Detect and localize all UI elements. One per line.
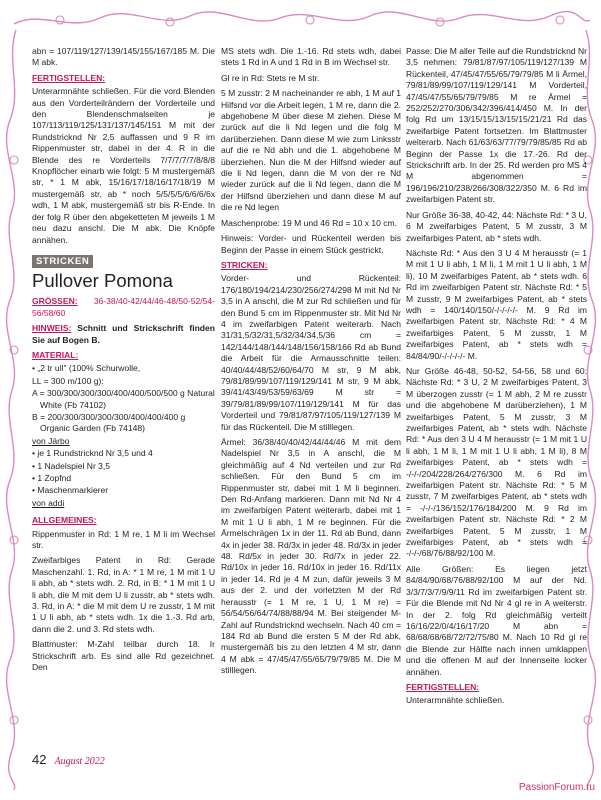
page-number: 42 xyxy=(32,752,47,767)
col2-para: Gl re in Rd: Stets re M str. xyxy=(221,72,320,83)
size-group-1-cont: Nächste Rd: * Aus den 3 U 4 M herausstr (= 1 M mit 1 U li abh, 1 M li, 1 M mit 1 U li abh, 1 M li), 10 M zweifarbiges Patent, ab * stets wdh. 6 Rd im zweifarbigen Patent str. Nächste Rd: * 5 M zusstr, 9 M zweifarbiges Patent, ab * stets wdh = 140/140/150/-/-/-/-/- M. 9 Rd im zweifarbigen Patent str. Nächste Rd: * 4 M zweifarbiges Patent, 5 M zusstr, 1 M zweifarbiges Patent, ab * stets wdh = 84/84/90/-/-/-/-/- M. xyxy=(406,247,587,361)
material-line: von addi xyxy=(32,497,65,508)
material-line: • 1 Zopfnd xyxy=(32,473,72,483)
hinweis xyxy=(32,323,215,346)
page-footer xyxy=(32,752,105,767)
stricken-heading: STRICKEN: xyxy=(221,259,268,270)
material-line: LL = 300 m/100 g): xyxy=(32,375,104,386)
material-line: • 1 Nadelspiel Nr 3,5 xyxy=(32,460,111,471)
sizes-value: 36-38/40-42/44/46-48/50-52/54-56/58/60 xyxy=(32,296,215,318)
material-line: • Maschenmarkierer xyxy=(32,485,109,496)
section-label: STRICKEN xyxy=(32,255,93,268)
document-body xyxy=(32,46,587,746)
vorder-rueckenteil-text: Vorder- und Rückenteil: 176/180/194/214/230/256/274/298 M mit Nd Nr 3,5 in A anschl, die M zur Rd schließen und für den Bund 5 cm im Rippenmuster str. Mit Nd Nr 4 im zweifarbigen Patent weiterarb. Nach 31/31,5/32/31,5/32/34/34,5/36 cm = 142/144/148/144/148/156/158/166 Rd ab Bund die Arbeit für die Armausschnitte teilen: 40/40/44/48/52/60/64/70 M str, 9 M abk, 79/81/89/99/107/119/129/141 M str, 9 M abk, 39/41/43/49/53/59/63/69 M str = 39/79/81/89/99/107/119/129/141 M für das Vorderteil und 79/81/87/97/105/119/127/139 M für das Rückenteil. Die M stilllegen. xyxy=(221,273,401,432)
fertigstellen-text: Unterarmnähte schließen. Für die vord Blenden aus den Vorderteilrändern der Vorderteile und den Blendenschmalseiten je 107/113/119/125/131/137/145/151 M mit der Rundstricknd Nr 2,5 auffassen und 9 R im Rippenmuster str, dabei in der 4. R in die Blende des re Vorderteils 7/7/7/7/7/8/8/8 Knopflöcher einarb wie folgt: 5 M mustergemäß str, * 1 M abk, 15/16/17/18/16/17/18/19 M mustergemäß str, ab * noch 5/5/5/5/6/6/6/6x wdh, 1 M abk, mustergemäß str bis R-Ende. In der folg R über den abgeketteten M jeweils 1 M neu dazu anschl. Die M abk. Die Knöpfe annähen. xyxy=(32,86,215,245)
allgemeines-heading: ALLGEMEINES: xyxy=(32,515,97,526)
watermark: PassionForum.ru xyxy=(518,782,595,793)
size-group-1-text: Nur Größe 36-38, 40-42, 44: Nächste Rd: * 3 U, 6 M zweifarbiges Patent, 5 M zusstr, 3 M zweifarbiges Patent, ab * stets wdh. xyxy=(406,209,587,243)
col2-para: 5 M zusstr: 2 M nacheinander re abh, 1 M auf 1 Hilfsnd vor die Arbeit legen, 1 M re, dann die 2. abgehobene M über diese M ziehen. Diese M zurück auf die li Nd legen und die folg M darüberziehen. Dann diese M wie zum Linksstr auf die re Nd abh und die 1. abgehobene M überziehen. Nun die M der Hilfsnd wieder auf die li Nd legen, dann die M von der re Nd wieder zurück auf die li Nd legen, dann die M der Hilfsnd überziehen und dann diese M auf die re Nd legen xyxy=(221,88,401,213)
fertigstellen-heading-2: FERTIGSTELLEN: xyxy=(406,681,480,692)
material-line: B = 200/300/300/300/300/400/400/400 g Organic Garden (Fb 74148) xyxy=(32,411,186,434)
aermel-text: Ärmel: 36/38/40/40/42/44/44/46 M mit dem Nadelspiel Nr 3,5 in A anschl, die M gleichmäßig auf 4 Nd verteilen und zur Rd schließen. Für den Bund 5 cm im Rippenmuster str, dabei mit 1 M li beginnen. Den Rd-Anfang markieren. Dann mit Nd Nr 4 im zweifarbigen Patent weiterarb, dabei mit 1 M mit 1 U li abh, 1 M re beginnen. Für die Ärmelschrägen 1x in der 11. Rd ab Bund, dann 4x in jeder 38. Rd/3x in jeder 48. Rd/3x in jeder 48. Rd/5x in jeder 30. Rd/7x in jeder 22. Rd/10x in jeder 16. Rd/10x in jeder 16. Rd/11x in jeder 14. Rd je 4 M zun, dafür jeweils 3 M aus der 2. und der vorletzten M der Rd herausstr (= 1 M re, 1 U, 1 M re) = 56/54/56/64/74/88/88/94 M. Bei steigender M-Zahl auf Rundstricknd wechseln. Nach 40 cm = 184 Rd ab Bund die ersten 5 M der Rd abk, mustergemäß bis zu den letzten 4 M str, dann 4 M abk = 47/45/47/55/65/79/79/85 M. Die M stilllegen. xyxy=(221,437,401,676)
passe-text: Passe: Die M aller Teile auf die Rundstricknd Nr 3,5 nehmen: 79/81/87/97/105/119/127/139 M Rückenteil, 47/45/47/55/65/79/79/85 M li Ärmel, 79/81/89/99/107/119/129/141 M Vorderteil, 47/45/47/55/65/79/79/85 M re Ärmel = 252/252/270/306/342/396/414/450 M. In der folg Rd um 13/15/15/13/15/15/21/21 Rd das zweifarbige Patent fortsetzen. Im Blattmuster weiterarb. Nach 61/63/63/77/79/79/85/85 Rd ab Beginn der Passe 1x die 17.-26. Rd der Strickschrift arb. In der 25. Rd werden pro MS 4 M abgenommen = 196/196/210/238/266/308/322/350 M. 6 Rd im zweifarbigen Patent str. xyxy=(406,46,587,205)
material-line: • „2 tr ull" (100% Schurwolle, xyxy=(32,363,141,374)
zweifarbig-text: Zweifarbiges Patent in Rd: Gerade Maschenzahl. 1. Rd, in A: * 1 M re, 1 M mit 1 U li abh, ab * stets wdh. 2. Rd, in B: * 1 M mit 1 U li abh, die M mit dem U li zusstr, ab * stets wdh. 3. Rd, in A: * die M mit dem U re zusstr, 1 M mit 1 U li abh, ab * stets wdh. 1x die 1.-3. Rd arb, dann die 2. und 3. Rd stets wdh. xyxy=(32,555,215,634)
sizes-label: GRÖSSEN: xyxy=(32,296,78,307)
material-line: von Järbo xyxy=(32,435,70,446)
size-group-2-text: Nur Größe 46-48, 50-52, 54-56, 58 und 60: Nächste Rd: * 3 U, 2 M zweifarbiges Patent, 3 M überzogen zusstr (= 1 M abh, 2 M re zusstr und die abgehobene M darüberziehen), 1 M zweifarbiges Patent, 5 M zusstr, 3 M zweifarbiges Patent, ab * stets wdh. Nächste Rd: * Aus den 3 U 4 M herausstr (= 1 M mit 1 U li abh, 1 M li, 1 M mit 1 U li abh, 1 M li), 8 M zweifarbiges Patent, ab * stets wdh = -/-/-/204/228/264/276/300 M. 6 Rd im zweifarbigen Patent str. Nächste Rd: * 5 M zusstr, 7 M zweifarbiges Patent, ab * stets wdh = -/-/-/136/152/176/184/200 M. 9 Rd im zweifarbigen Patent str. Nächste Rd: * 2 M zweifarbiges Patent, 5 M zusstr, 1 M zweifarbiges Patent, ab * stets wdh = -/-/-/68/76/88/92/100 M. xyxy=(406,365,587,559)
material-line: • je 1 Rundstricknd Nr 3,5 und 4 xyxy=(32,448,153,459)
rippenmuster-text: Rippenmuster in Rd: 1 M re, 1 M li im Wechsel str. xyxy=(32,528,215,551)
col2-para: MS stets wdh. Die 1.-16. Rd stets wdh, dabei stets 1 Rd in A und 1 Rd in B im Wechsel str. xyxy=(221,46,401,68)
hinweis-text: Schnitt und Strickschrift finden Sie auf Bogen B. xyxy=(32,323,215,345)
hinweis-label: HINWEIS: xyxy=(32,323,72,334)
column-2 xyxy=(221,46,401,681)
issue-month: August 2022 xyxy=(54,756,105,767)
material-heading: MATERIAL: xyxy=(32,349,79,360)
fertigstellen-text-2: Unterarmnähte schließen. xyxy=(406,695,505,706)
fertigstellen-heading: FERTIGSTELLEN: xyxy=(32,72,106,83)
intro-text: abn = 107/119/127/139/145/155/167/185 M. Die M abk. xyxy=(32,46,215,68)
blattmuster-text: Blattmuster: M-Zahl teilbar durch 18. Ir Strickschrift arb. Es sind alle Rd gezeichnet. Den xyxy=(32,639,215,673)
maschenprobe-text: Maschenprobe: 19 M und 46 Rd = 10 x 10 cm. xyxy=(221,217,398,228)
column-3 xyxy=(406,46,587,711)
column-1 xyxy=(32,46,215,678)
pattern-title: Pullover Pomona xyxy=(32,270,173,292)
material-line: A = 300/300/300/300/400/400/500/500 g Natural White (Fb 74102) xyxy=(32,388,215,410)
hinweis-passe-text: Hinweis: Vorder- und Rückenteil werden bis Beginn der Passe in einem Stück gestrickt. xyxy=(221,233,401,255)
sizes xyxy=(32,296,215,319)
alle-groessen-text: Alle Größen: Es liegen jetzt 84/84/90/68/76/88/92/100 M auf der Nd. 3/3/7/3/7/9/9/11 Rd im zweifarbigen Patent str. Für die Blende mit Nd Nr 4 gl re in A weiterstr. In der 2. folg Rd gleichmäßig verteilt 16/16/22/0/4/16/17/20 M abn = 68/68/68/68/72/72/75/80 M. Nach 10 Rd gl re die Blende zur Hälfte nach innen umklappen und die offenen M auf der Innenseite locker annähen. xyxy=(406,563,587,677)
